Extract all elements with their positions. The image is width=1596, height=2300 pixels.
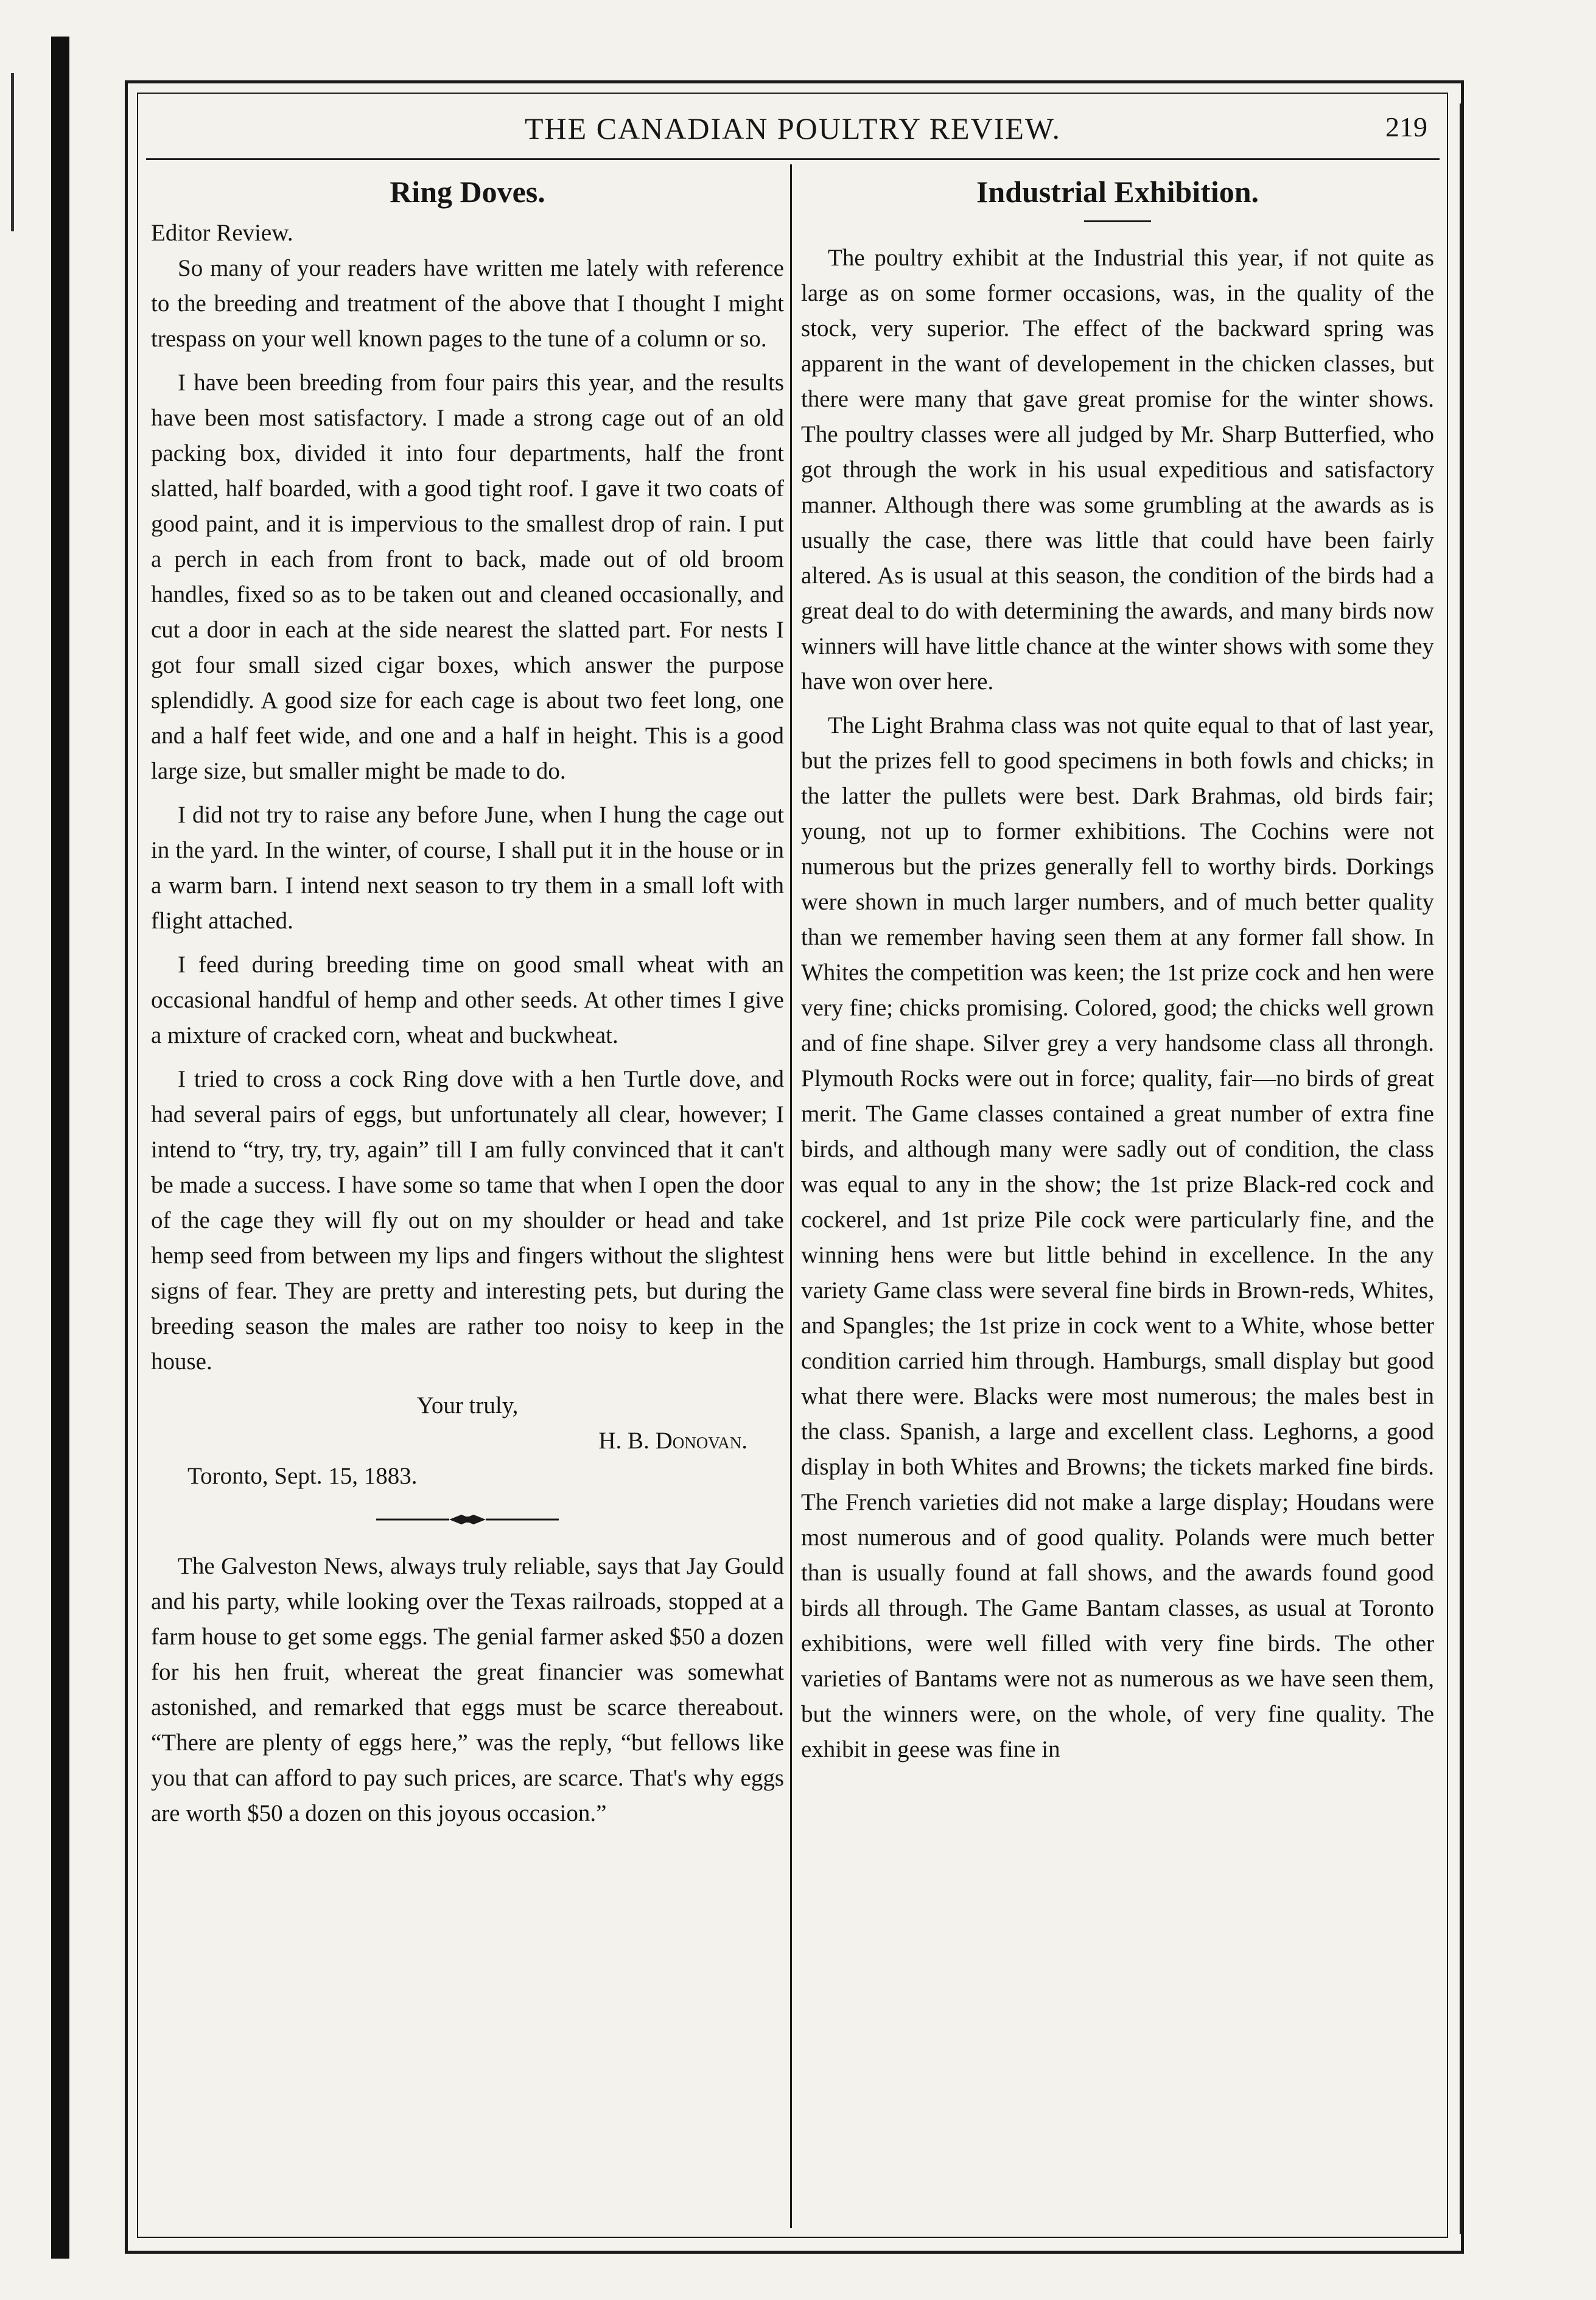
article-paragraph: The poultry exhibit at the Industrial this year, if not quite as large as on some former occasions, was, in the quality of the stock, very superior. The effect of the backward spring was apparent in the want of developement in the chicken classes, but there were many that gave great promise for the winter shows. The poultry classes were all judged by Mr. Sharp Butterfied, who got through the work in his usual expeditious and satisfactory manner. Although there was some grumbling at the awards as is usually the case, there was little that could have been fairly altered. As is usual at this season, the condition of the birds had a great deal to do with determining the awards, and many birds now winners will have little chance at the winter shows with some they have won over here. [801,245,1434,695]
author-signature: H. B. Donovan. [598,1428,747,1454]
article-paragraph: The Light Brahma class was not quite equal to that of last year, but the prizes fell to good specimens in both fowls and chicks; in the latter the pullets were best. Dark Brahmas, old birds fair; young, not up to former exhibitions. The Cochins were not numerous but the prizes generally fell to worthy birds. Dorkings were shown in much larger numbers, and of much better quality than we remember having seen them at any former fall show. In Whites the competition was keen; the 1st prize cock and hen were very fine; chicks promising. Colored, good; the chicks well grown and of fine shape. Silver grey a very handsome class all throngh. Plymouth Rocks were out in force; quality, fair—no birds of great merit. The Game classes contained a great number of extra fine birds, and although many were sadly out of condition, the class was equal to any in the show; the 1st prize Black-red cock and cockerel, and 1st prize Pile cock were particularly fine, and the winning hens were but little behind in excellence. In the any variety Game class were several fine birds in Brown-reds, Whites, and Spangles; the 1st prize in cock went to a White, whose better condition carried him through. Hamburgs, small display but good what there were. Blacks were most numerous; the males best in the class. Spanish, a large and excellent class. Leghorns, a good display in both Whites and Browns; the tickets marked fine birds. The French varieties did not make a large display; Houdans were most numerous and of good quality. Polands were much better than is usually found at fall shows, and the awards found good birds all through. The Game Bantam classes, as usual at Toronto exhibitions, were well filled with very fine birds. The other varieties of Bantams were not as numerous as we have seen them, but the winners were, on the whole, of very fine quality. The exhibit in geese was fine in [801,712,1434,1762]
scan-edge-mark [11,73,14,231]
salutation: Editor Review. [151,220,293,246]
scan-edge-shadow [51,37,69,2259]
galveston-news-paragraph: The Galveston News, always truly reliable, says that Jay Gould and his party, while looking over the Texas railroads, stopped at a farm house to get some eggs. The genial farmer asked $50 a dozen for his hen fruit, whereat the great financier was somewhat astonished, and remarked that eggs must be scarce thereabout. “There are plenty of eggs here,” was the reply, “but fellows like you that can afford to pay such prices, are scarce. That's why eggs are worth $50 a dozen on this joyous occasion.” [151,1553,784,1826]
running-header [146,102,1440,160]
article-paragraph: I did not try to raise any before June, when I hung the cage out in the yard. In the winter, of course, I shall put it in the house or in a warm barn. I intend next season to try them in a small loft with flight attached. [151,802,784,934]
article-paragraph: I feed during breeding time on good small wheat with an occasional handful of hemp and other seeds. At other times I give a mixture of cracked corn, wheat and buckwheat. [151,952,784,1048]
article-paragraph: I have been breeding from four pairs this year, and the results have been most satisfactory. I made a strong cage out of an old packing box, divided it into four departments, half the front slatted, half boarded, with a good tight roof. I gave it two coats of good paint, and it is impervious to the smallest drop of rain. I put a perch in each from front to back, made out of old broom handles, fixed so as to be taken out and cleaned occasionally, and cut a door in each at the side nearest the slatted part. For nests I got four small sized cigar boxes, which answer the purpose splendidly. A good size for each cage is about two feet long, one and a half feet wide, and one and a half in height. This is a good large size, but smaller might be made to do. [151,370,784,784]
left-column [151,172,784,2223]
column-divider [790,164,792,2228]
article-paragraph: I tried to cross a cock Ring dove with a hen Turtle dove, and had several pairs of eggs, but unfortunately all clear, however; I intend to “try, try, try, again” till I am fully convinced that it can't be made a success. I have some so tame that when I open the door of the cage they will fly out on my shoulder or head and take hemp seed from between my lips and fingers without the slightest signs of fear. They are pretty and interesting pets, but during the breeding season the males are rather too noisy to keep in the house. [151,1066,784,1375]
right-column [801,172,1434,2223]
article-paragraph: So many of your readers have written me lately with reference to the breeding and treatment of the above that I thought I might trespass on your well known pages to the tune of a column or so. [151,255,784,352]
journal-title: THE CANADIAN POULTRY REVIEW. [525,111,1061,146]
letter-place-date: Toronto, Sept. 15, 1883. [187,1463,418,1489]
title-rule [1084,220,1151,222]
page-number: 219 [1385,111,1427,142]
article-title-ring-doves: Ring Doves. [390,175,545,209]
section-ornament-icon [370,1512,565,1527]
article-title-industrial-exhibition: Industrial Exhibition. [976,175,1259,209]
letter-closing: Your truly, [416,1392,519,1418]
page-right-rule [1460,103,1463,2234]
